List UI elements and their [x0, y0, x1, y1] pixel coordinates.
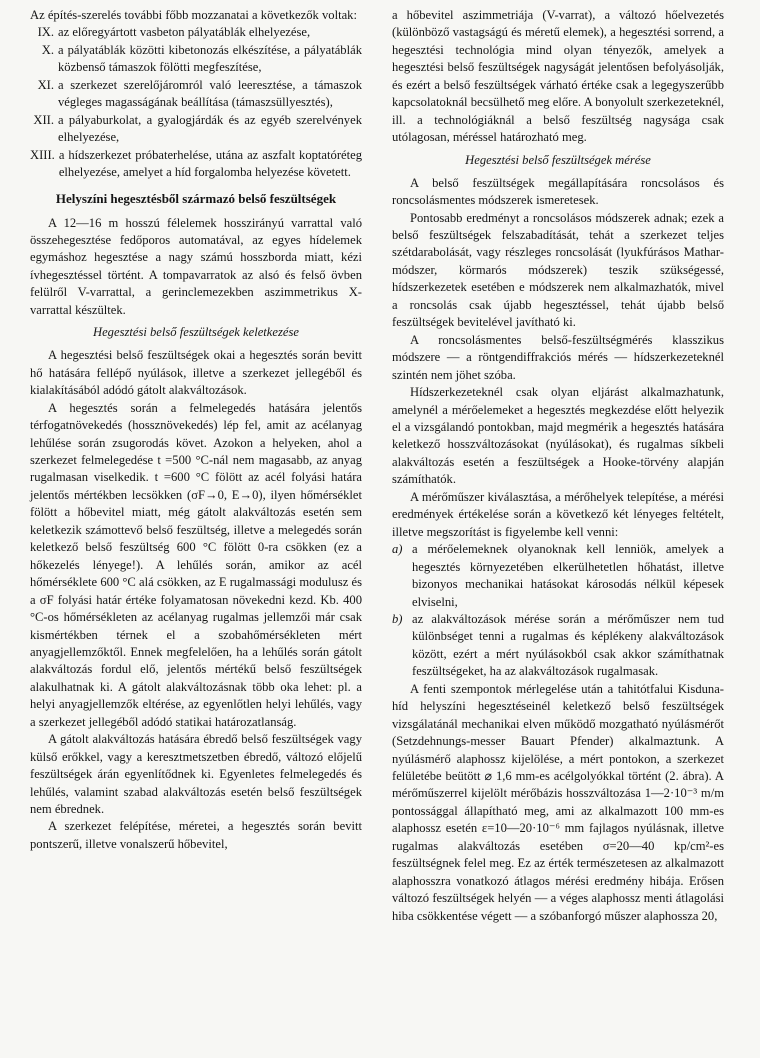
body-paragraph: A hegesztési belső feszültségek okai a hegesztés során bevitt hő hatására fellépő nyúlások, illetve a szerkezet jellegéből és kialakításából adódó gátolt alakváltozások.	[30, 348, 362, 398]
list-item	[30, 42, 362, 77]
body-paragraph: A 12—16 m hosszú félelemek hosszirányú varrattal való összehegesztése fedőporos automatával, az egyes hídelemek egymáshoz hegesztése a nagy számú hosszborda miatt, kézi ívhegesztéssel történt. A tompavarratok az alsó és felső övben felülről V-varrattal, a gerinclemezekben aszimmetrikus X-varrattal készültek.	[30, 215, 362, 317]
section-heading-residual-stresses: Helyszíni hegesztésből származó belső feszültségek	[55, 190, 337, 206]
list-item	[30, 147, 362, 182]
left-column	[30, 7, 362, 853]
step-text: az előregyártott vasbeton pályatáblák elhelyezése,	[58, 25, 311, 40]
step-number: X.	[41, 42, 54, 57]
list-text: a mérőelemeknek olyanoknak kell lenniök, amelyek a hegesztés környezetében elkerülhetetlen hőhatást, illetve bizonyos mechanikai hatásokat károsodás nélkül képesek elviselni,	[412, 542, 724, 609]
step-text: a hídszerkezet próbaterhelése, utána az aszfalt koptatóréteg elhelyezése, amelyet a híd forgalomba helyezése követett.	[58, 147, 362, 180]
step-text: a szerkezet szerelőjáromról való leeresztése, a támaszok végleges magasságának beállítása (támaszsüllyesztés),	[58, 77, 362, 110]
conditions-list	[392, 541, 724, 681]
body-paragraph: Hídszerkezeteknél csak olyan eljárást alkalmazhatunk, amelynél a mérőelemeket a hegesztés megkezdése előtt helyezik el a vizsgálandó pontokban, majd megmérik a hegesztés hatására keletkező hosszváltozásokat (nyúlásokat), és rugalmas síkbeli alakváltozás esetén a feszültségek a Hooke-törvény alapján számíthatók.	[392, 385, 724, 487]
step-number: IX.	[37, 25, 54, 40]
construction-steps-list	[30, 24, 362, 181]
body-paragraph: Pontosabb eredményt a roncsolásos módszerek adnak; ezek a belső feszültségek felszabadítását, tehát a szerkezet teljes szétdarabolását, vagy részleges roncsolását (lyukfúrásos Mathar-módszer, körmarós módszerek) teszik szükségessé, hídszerkezetek esetében e módszerek nem alkalmazhatók, mivel a roncsolás csak újabb hegesztéssel, tehát újabb belső feszültségek bevitelével javítható ki.	[392, 210, 724, 330]
subsection-heading-measurement: Hegesztési belső feszültségek mérése	[465, 152, 651, 167]
step-number: XIII.	[30, 147, 55, 162]
body-paragraph: a hőbevitel aszimmetriája (V-varrat), a változó hőelvezetés (különböző vastagságú és méretű elemek), a hegesztési sorrend, a hegesztési technológia mind olyan tényezők, amelyek a hegesztési belső feszültségek nagyságát jelentősen befolyásolják, és ezért a belső feszültségek várható értéke csak a legegyszerűbb kapcsolatoknál becsülhető meg előre. A bonyolult szerkezeteknél, ill. a technológiáknál a belső feszültség nagysága csak utólagosan, méréssel határozható meg.	[392, 8, 724, 145]
list-label: a)	[392, 542, 403, 557]
list-label: b)	[392, 611, 403, 626]
step-number: XI.	[37, 77, 54, 92]
step-text: a pályatáblák közötti kibetonozás elkészítése, a pályatáblák közbenső támaszok fölötti megfeszítése,	[58, 42, 362, 75]
list-item	[30, 112, 362, 147]
step-number: XII.	[33, 112, 54, 127]
step-text: a pályaburkolat, a gyalogjárdák és az egyéb szerelvények elhelyezése,	[58, 112, 362, 145]
body-paragraph: A gátolt alakváltozás hatására ébredő belső feszültségek vagy külső erőkkel, vagy a keresztmetszetben ébredő, változó előjelű feszültségek árán egyenlítődnek ki. Egyenletes felmelegedés és lehűlés, valamint szabad alakváltozás esetén belső feszültségek nem ébrednek.	[30, 732, 362, 817]
list-item	[392, 611, 724, 681]
list-item	[30, 77, 362, 112]
subsection-heading-origin: Hegesztési belső feszültségek keletkezése	[93, 325, 299, 340]
body-paragraph: A fenti szempontok mérlegelése után a tahitótfalui Kisduna-híd helyszíni hegesztéseinél keletkező belső feszültségek vizsgálatánál mechanikai elven működő mozgatható nyúlásmérőt (Setzdehnungs-messer Bauart Pfender) alkalmaztunk. A nyúlásmérő alaphossz kijelölése, a mért pontokon, a szerkezet felületébe beütött ⌀ 1,6 mm-es acélgolyókkal történt (2. ábra). A mérőműszerrel kijelölt mérőbázis hosszváltozása 1—2·10⁻³ m/m pontossággal állapítható meg, ami az alkalmazott 100 mm-es alaphossz esetén ε=10—20·10⁻⁶ mm fajlagos nyúlásnak, illetve rugalmas alakváltozás esetében σ=20—40 kp/cm²-es feszültségnek felel meg. Ez az érték természetesen az alkalmazott alaphosszra vonatkozó átlagos mérési eredmény hibája. Erősen változó feszültségek helyén — a véges alaphossz menti átlagolási hiba csökkentése végett — a szóbanforgó műszer alaphossza 20,	[392, 681, 724, 923]
body-paragraph: A belső feszültségek megállapítására roncsolásos és roncsolásmentes módszerek ismeretesek.	[392, 175, 724, 208]
body-paragraph: A mérőműszer kiválasztása, a mérőhelyek telepítése, a mérési eredmények értékelése során a következő két lényeges feltételt, illetve megszorítást is figyelembe kell venni:	[392, 489, 724, 539]
body-paragraph: A hegesztés során a felmelegedés hatására jelentős térfogatnövekedés (hossznövekedés) lép fel, amit az acélanyag lehűlése során zsugorodás követ. Azokon a helyeken, ahol a szerkezet felmelegedése t =500 °C-nál nem magasabb, az anyag rugalmasan viselkedik. t =600 °C fölött az acél folyási határa jelentős mértékben lecsökken (σF→0, E→0), ilyen hőmérséklet fölött a hőbevitel miatt, még gátolt alakváltozás esetén sem keletkezik számottevő belső feszültség, illetve a melegedés során keletkező belső feszültség 600 °C fölött 0-ra csökken (ez a hőkezelés lényege!). A lehűlés során, amikor az acél hőmérséklete 600 °C alá csökken, az E rugalmassági modulusz és a σF folyási határ értéke folyamatosan növekedni kezd. Kb. 400 °C-os hőmérsékleten az acélanyag rugalmas jellemzői már csak kismértékben térnek el a szobahőmérsékleten mért anyagjellemzőktől. Ennek megfelelően, ha a lehűlés során gátolt alakváltozás fordul elő, jelentős mértékű belső feszültségek alakulhatnak ki. A gátolt alakváltozásnak több oka lehet: pl. a helyi anyagjellemzők eltérése, az egyenlőtlen helyi lehűlés, vagy a szerkezet jellegéből adódó statikai határozatlanság.	[30, 400, 362, 729]
body-paragraph: A szerkezet felépítése, méretei, a hegesztés során bevitt pontszerű, illetve vonalszerű hőbevitel,	[30, 819, 362, 851]
list-item	[30, 24, 362, 41]
list-text: az alakváltozások mérése során a mérőműszer nem tud különbséget tenni a rugalmas és képlékeny alakváltozások között, ezért a mért nyúlásokból csak akkor számíthatnak feszültségeket, ha az alakváltozások rugalmasak.	[412, 611, 724, 679]
intro-paragraph: Az építés-szerelés további főbb mozzanatai a következők voltak:	[30, 8, 357, 22]
body-paragraph: A roncsolásmentes belső-feszültségmérés klasszikus módszere — a röntgendiffrakciós mérés — hídszerkezeteknél szintén nem jöhet szóba.	[392, 332, 724, 382]
list-item	[392, 541, 724, 611]
right-column	[392, 7, 724, 925]
